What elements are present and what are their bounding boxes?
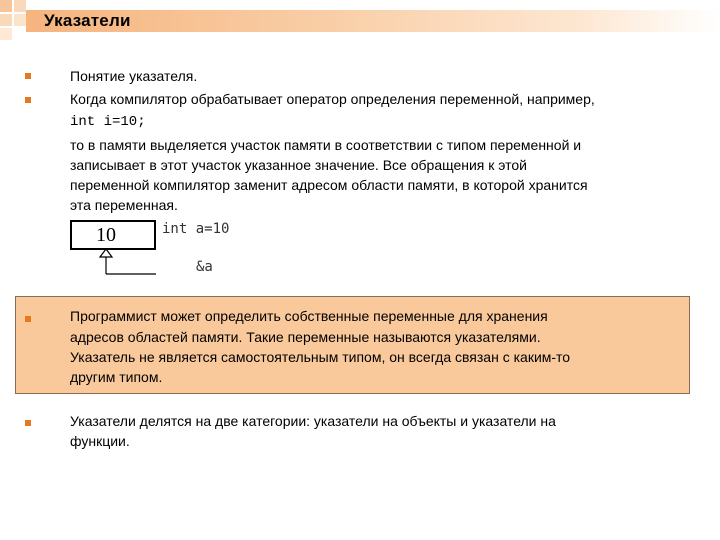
bullet-icon <box>25 316 31 322</box>
header-decoration <box>14 14 26 26</box>
header-decoration <box>14 0 26 12</box>
bullet-icon <box>25 420 31 426</box>
paragraph-line: Программист может определить собственные переменные для хранения <box>70 308 548 324</box>
bullet-icon <box>25 97 31 103</box>
code-example: int i=10; <box>70 114 146 130</box>
paragraph-line: записывает в этот участок указанное значение. Все обращения к этой <box>70 157 527 173</box>
paragraph-line: адресов областей памяти. Такие переменные называются указателями. <box>70 329 541 345</box>
header-decoration <box>0 0 12 12</box>
address-label: &a <box>196 259 213 275</box>
paragraph-line: другим типом. <box>70 369 163 385</box>
bullet-icon <box>25 73 31 79</box>
paragraph-line: Указатель не является самостоятельным типом, он всегда связан с каким-то <box>70 349 571 365</box>
intro-text: Когда компилятор обрабатывает оператор определения переменной, например, <box>70 91 595 107</box>
section-heading: Понятие указателя. <box>70 68 198 84</box>
header-decoration <box>0 14 12 26</box>
variable-declaration: int a=10 <box>162 221 230 237</box>
paragraph-line: эта переменная. <box>70 197 178 213</box>
address-arrow-icon <box>95 248 165 280</box>
header-decoration <box>0 28 12 40</box>
paragraph-line: Указатели делятся на две категории: указатели на объекты и указатели на <box>70 413 556 429</box>
memory-cell-value: 10 <box>96 224 116 246</box>
page-title: Указатели <box>44 11 131 30</box>
paragraph-line: переменной компилятор заменит адресом области памяти, в которой хранится <box>70 177 588 193</box>
paragraph-line: функции. <box>70 433 130 449</box>
paragraph-line: то в памяти выделяется участок памяти в соответствии с типом переменной и <box>70 137 582 153</box>
